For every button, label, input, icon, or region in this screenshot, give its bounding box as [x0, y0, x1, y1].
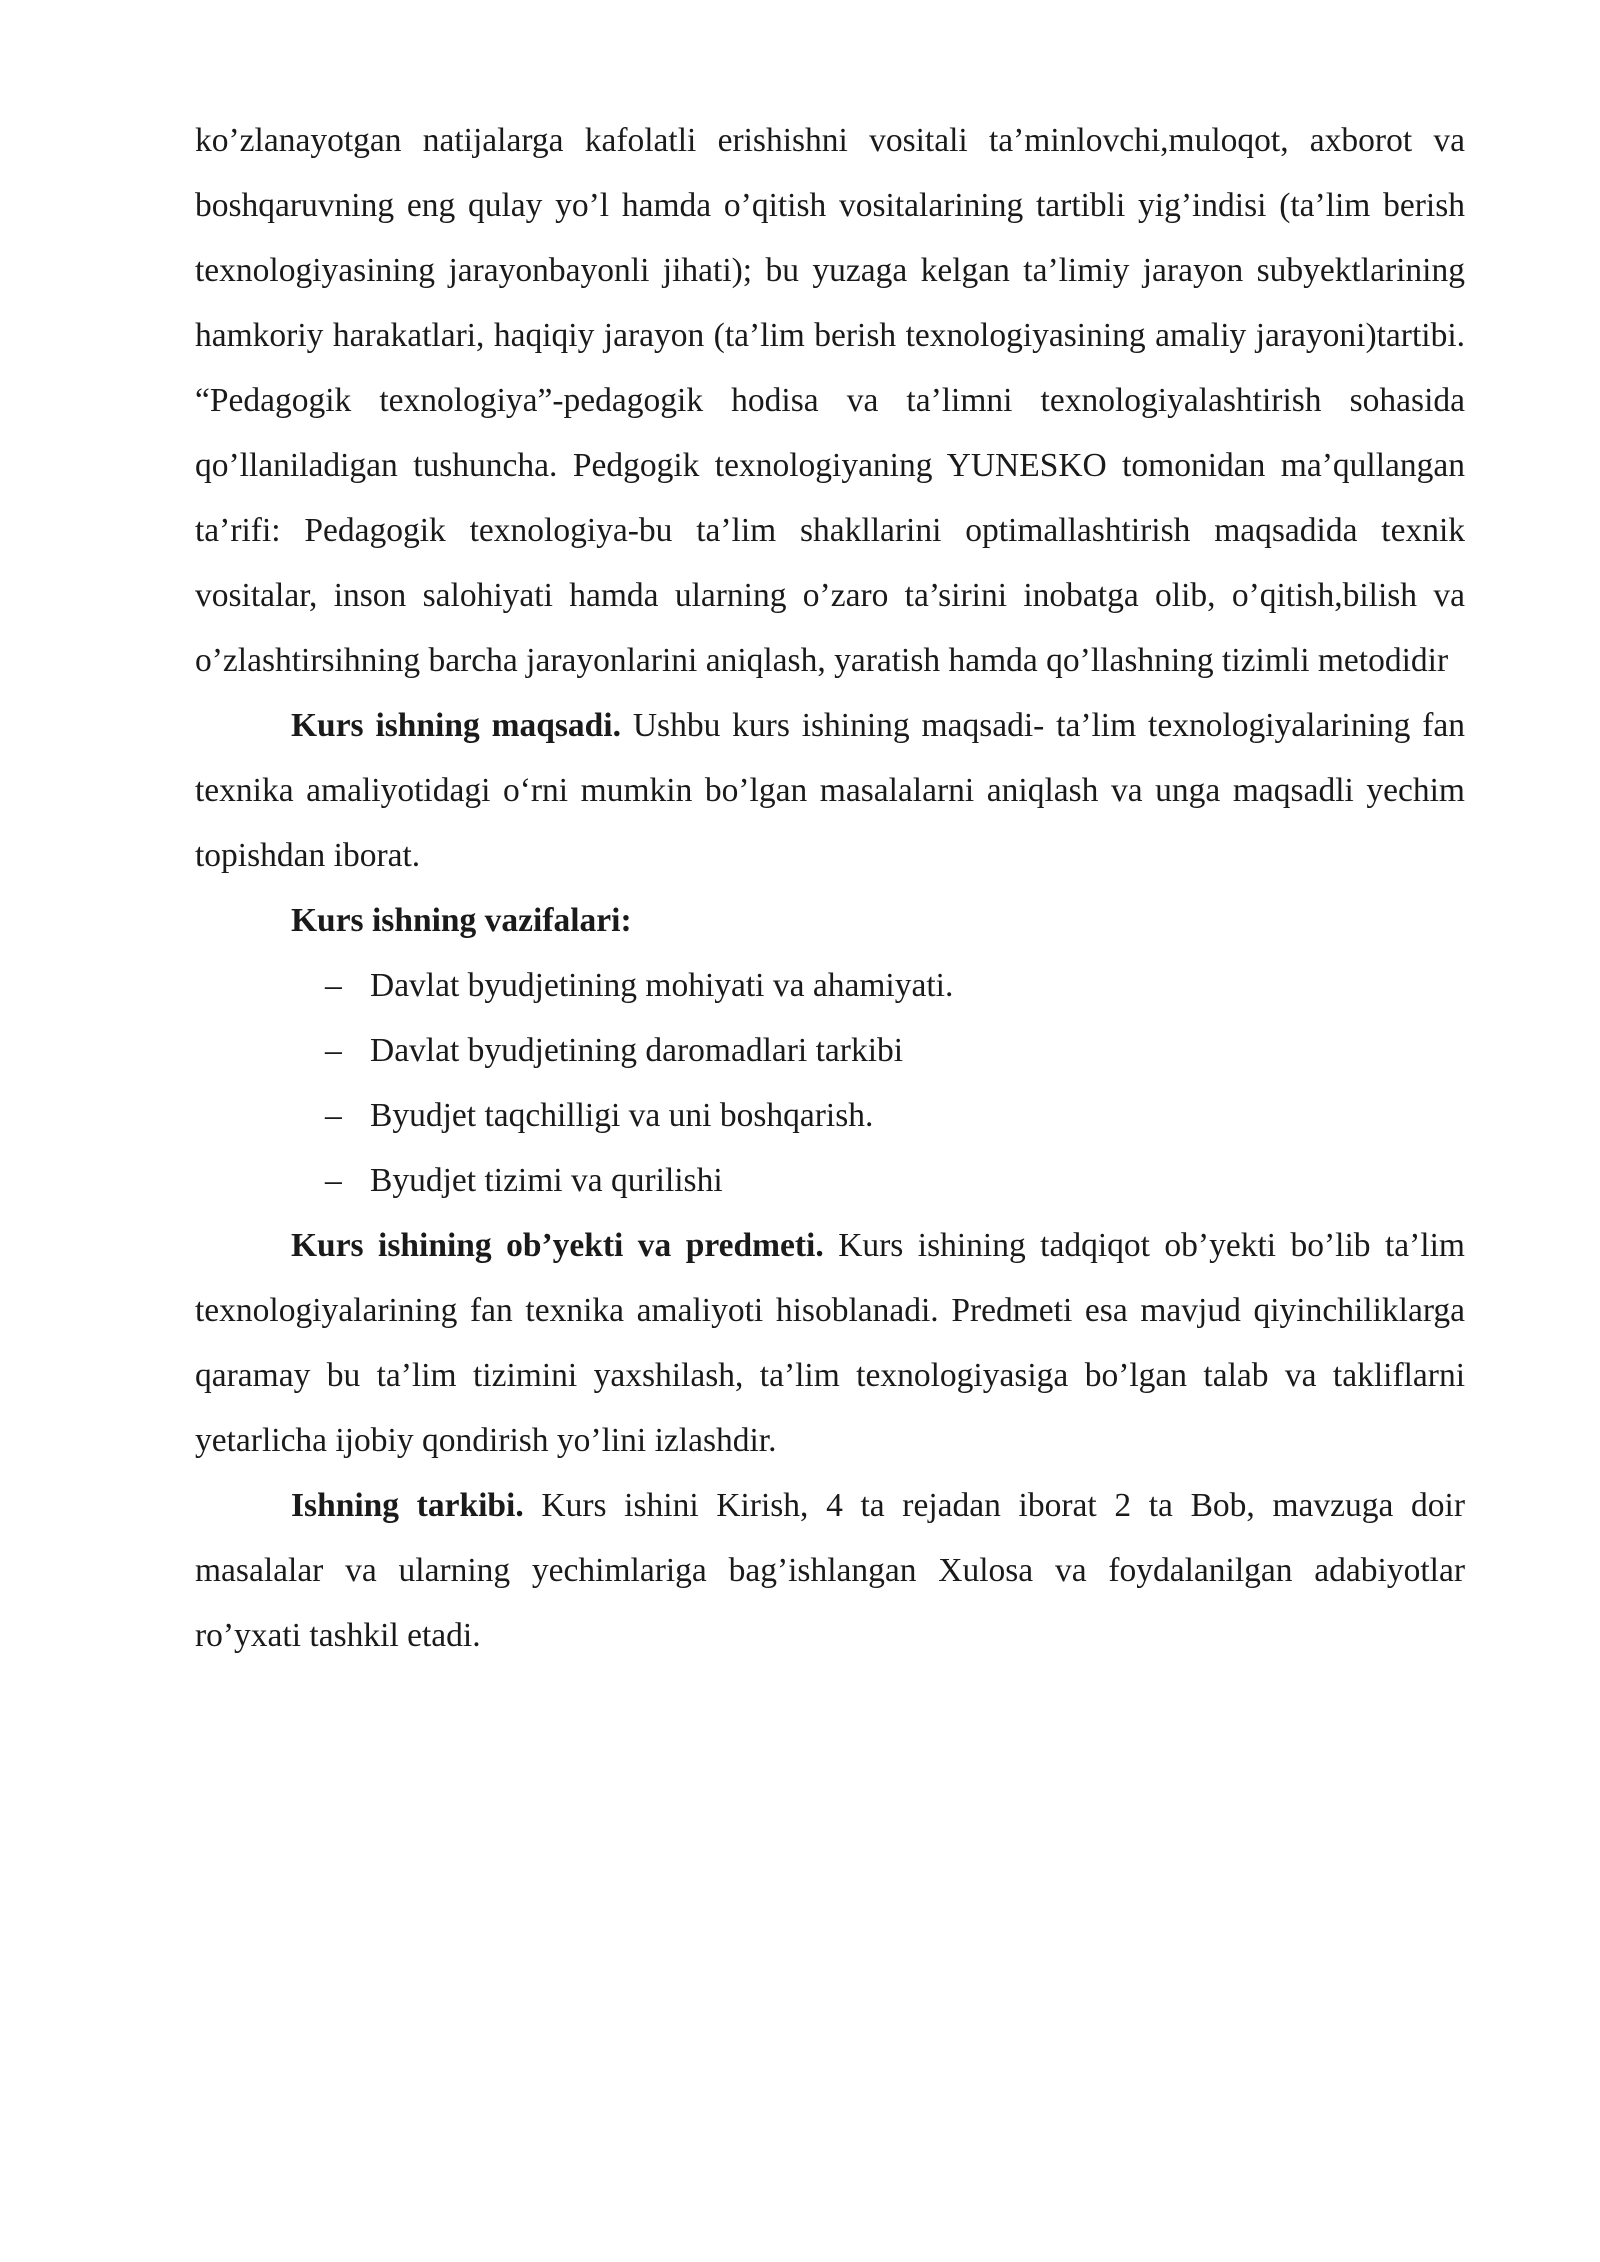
tasks-heading: Kurs ishning vazifalari:: [291, 902, 632, 939]
object-paragraph: [195, 1213, 1465, 1473]
goal-paragraph: [195, 693, 1465, 888]
intro-paragraph: ko’zlanayotgan natijalarga kafolatli erishishni vositali ta’minlovchi,muloqot, axborot va boshqaruvning eng qulay yo’l hamda o’qitish vositalarining tartibli yig’indisi (ta’lim berish texnologiyasining jarayonbayonli jihati); bu yuzaga kelgan ta’limiy jarayon subyektlarining hamkoriy harakatlari, haqiqiy jarayon (ta’lim berish texnologiyasining amaliy jarayoni)tartibi. “Pedagogik texnologiya”-pedagogik hodisa va ta’limni texnologiyalashtirish sohasida qo’llaniladigan tushuncha. Pedgogik texnologiyaning YUNESKO tomonidan ma’qullangan ta’rifi: Pedagogik texnologiya-bu ta’lim shakllarini optimallashtirish maqsadida texnik vositalar, inson salohiyati hamda ularning o’zaro ta’sirini inobatga olib, o’qitish,bilish va o’zlashtirsihning barcha jarayonlarini aniqlash, yaratish hamda qo’llashning tizimli metodidir: [195, 122, 1465, 679]
dash-marker: –: [325, 967, 342, 1004]
list-item-text: Davlat byudjetining mohiyati va ahamiyati.: [370, 967, 954, 1004]
object-text: Kurs ishining tadqiqot ob’yekti bo’lib ta’lim texnologiyalarining fan texnika amaliyoti hisoblanadi. Predmeti esa mavjud qiyinchiliklarga qaramay bu ta’lim tizimini yaxshilash, ta’lim texnologiyasiga bo’lgan talab va takliflarni yetarlicha ijobiy qondirish yo’lini izlashdir.: [195, 1227, 1465, 1459]
list-item: [325, 953, 1465, 1018]
dash-marker: –: [325, 1097, 342, 1134]
goal-heading: Kurs ishning maqsadi.: [291, 707, 621, 744]
list-item-text: Byudjet taqchilligi va uni boshqarish.: [370, 1097, 874, 1134]
list-item: [325, 1148, 1465, 1213]
list-item: [325, 1018, 1465, 1083]
structure-paragraph: [195, 1473, 1465, 1668]
structure-text: Kurs ishini Kirish, 4 ta rejadan iborat 2 ta Bob, mavzuga doir masalalar va ularning yechimlariga bag’ishlangan Xulosa va foydalanilgan adabiyotlar ro’yxati tashkil etadi.: [195, 1487, 1465, 1654]
goal-text: Ushbu kurs ishining maqsadi- ta’lim texnologiyalarining fan texnika amaliyotidagi o‘rni mumkin bo’lgan masalalarni aniqlash va unga maqsadli yechim topishdan iborat.: [195, 707, 1466, 874]
structure-heading: Ishning tarkibi.: [291, 1487, 524, 1524]
page-body: [195, 108, 1465, 1668]
list-item-text: Byudjet tizimi va qurilishi: [370, 1162, 723, 1199]
dash-marker: –: [325, 1162, 342, 1199]
object-heading: Kurs ishining ob’yekti va predmeti.: [291, 1227, 824, 1264]
dash-marker: –: [325, 1032, 342, 1069]
tasks-list: [195, 953, 1465, 1213]
list-item: [325, 1083, 1465, 1148]
list-item-text: Davlat byudjetining daromadlari tarkibi: [370, 1032, 904, 1069]
